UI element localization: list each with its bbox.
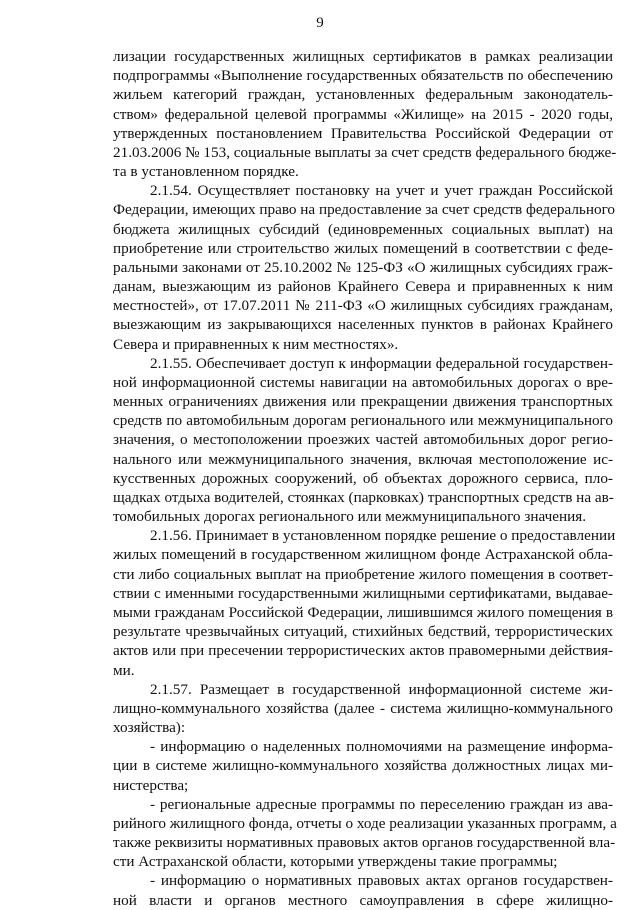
text-line: жильем категорий граждан, установленных федеральным законодатель- (113, 86, 613, 104)
text-line: местностей», от 17.07.2011 № 211-ФЗ «О жилищных субсидиях гражданам, (113, 297, 613, 315)
text-line: рийного жилищного фонда, отчеты о ходе реализации указанных программ, а (113, 814, 617, 832)
text-line: выезжающим из закрывающихся населенных пунктов в районах Крайнего (113, 316, 613, 334)
text-line: жилых помещений в государственном жилищном фонде Астраханской обла- (113, 546, 613, 564)
text-line: нистерства; (113, 776, 189, 794)
paragraph-item-2 (113, 795, 617, 872)
text-line: ции в системе жилищно-коммунального хозяйства должностных лицах ми- (113, 757, 613, 775)
paragraph-continuation (113, 47, 617, 181)
paragraph-2-1-56 (113, 526, 616, 679)
paragraph-2-1-57 (113, 680, 613, 738)
text-line: актов или при пресечении террористических актов правомерными действия- (113, 642, 613, 660)
text-line: менных ограничениях движения или прекращении движения транспортных (113, 393, 613, 411)
text-line: Федерации, имеющих право на предоставление за счет средств федерального (113, 201, 616, 219)
text-line: значения, о местоположении проезжих частей автомобильных дорог регио- (113, 431, 613, 449)
text-line: ной информационной системы навигации на автомобильных дорогах о вре- (113, 373, 613, 391)
text-line: Севера и приравненных к ним местностях». (113, 335, 399, 353)
text-line: результате чрезвычайных ситуаций, стихийных бедствий, террористических (113, 623, 613, 641)
text-line: ми. (113, 661, 135, 679)
text-line: утвержденных постановлением Правительства Российской Федерации от (113, 124, 613, 142)
paragraph-item-1 (113, 737, 613, 795)
text-line: бюджета жилищных субсидий (единовременных социальных выплат) на (113, 220, 613, 238)
text-line: - региональные адресные программы по переселению граждан из ава- (150, 795, 613, 813)
text-line: - информацию о наделенных полномочиями на размещение информа- (150, 738, 613, 756)
text-line: 21.03.2006 № 153, социальные выплаты за счет средств федерального бюдже- (113, 143, 617, 161)
text-line: средств по автомобильным дорогам регионального или межмуниципального (113, 412, 613, 430)
text-line: кусственных дорожных сооружений, об объектах дорожного сервиса, пло- (113, 469, 613, 487)
text-line: ной власти и органов местного самоуправления в сфере жилищно- (113, 891, 613, 909)
text-line: 2.1.55. Обеспечивает доступ к информации федеральной государствен- (150, 354, 613, 372)
text-line: приобретение или строительство жилых помещений в соответствии с феде- (113, 239, 613, 257)
text-line: данам, выезжающим из районов Крайнего Севера и приравненных к ним (113, 278, 613, 296)
text-line: - информацию о нормативных правовых актах органов государствен- (150, 872, 613, 890)
text-line: ральными законами от 25.10.2002 № 125-ФЗ «О жилищных субсидиях граж- (113, 258, 613, 276)
text-line: лищно-коммунального хозяйства (далее - система жилищно-коммунального (113, 699, 613, 717)
text-line: 2.1.54. Осуществляет постановку на учет и учет граждан Российской (150, 182, 613, 200)
text-line: нального или межмуниципального значения, включая местоположение ис- (113, 450, 613, 468)
text-line: также реквизиты нормативных правовых актов органов государственной вла- (113, 834, 616, 852)
text-line: сти либо социальных выплат на приобретение жилого помещения в соответ- (113, 565, 613, 583)
text-line: ствии с именными государственными жилищными сертификатами, выдавае- (113, 584, 613, 602)
text-line: та в установленном порядке. (113, 163, 299, 181)
text-line: ством» федеральной целевой программы «Жилище» на 2015 - 2020 годы, (113, 105, 613, 123)
paragraph-2-1-54 (113, 181, 616, 354)
text-line: 2.1.56. Принимает в установленном порядке решение о предоставлении (150, 527, 616, 545)
text-line: мыми гражданам Российской Федерации, лишившимся жилого помещения в (113, 603, 613, 621)
paragraph-2-1-55 (113, 354, 613, 527)
text-line: 2.1.57. Размещает в государственной информационной системе жи- (150, 680, 613, 698)
text-line: сти Астраханской области, которыми утверждены такие программы; (113, 853, 558, 871)
document-body (113, 47, 617, 910)
page-number: 9 (316, 15, 324, 31)
text-line: томобильных дорогах регионального или межмуниципального значения. (113, 508, 586, 526)
text-line: щадках отдыха водителей, стоянках (парковках) транспортных средств на ав- (113, 488, 614, 506)
text-line: подпрограммы «Выполнение государственных обязательств по обеспечению (113, 67, 613, 85)
text-line: хозяйства): (113, 719, 186, 737)
text-line: лизации государственных жилищных сертификатов в рамках реализации (113, 48, 613, 65)
paragraph-item-3 (113, 871, 613, 909)
